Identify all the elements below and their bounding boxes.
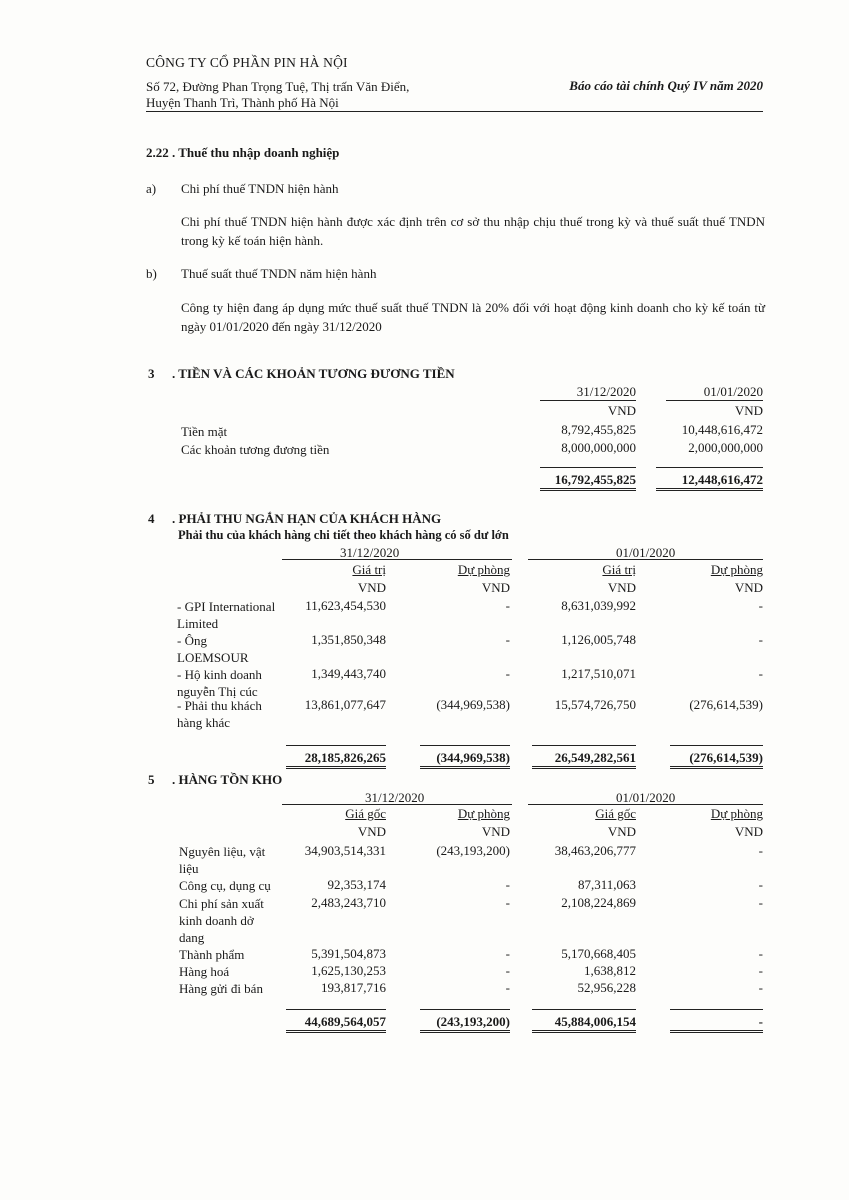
s5-unit-1: VND [357,824,386,839]
s5-total-d: - [758,1014,763,1029]
s4-row-1-c: 1,126,005,748 [561,632,636,647]
s5-row-2-b: - [505,895,510,910]
s3-total-1: 16,792,455,825 [554,472,636,487]
s5-total-b: (243,193,200) [436,1014,510,1029]
s4-total-double-d [670,766,763,769]
s5-total-double-d [670,1030,763,1033]
s5-h-prov-1: Dự phòng [457,806,510,821]
s3-col2-date: 01/01/2020 [703,384,763,399]
s4-total-double-b [420,766,510,769]
s5-h-prov-2: Dự phòng [710,806,763,821]
s3-col2-rule [666,400,763,401]
s4-total-a: 28,185,826,265 [304,750,386,765]
s5-total-double-c [532,1030,636,1033]
s4-h-prov-1: Dự phòng [457,562,510,577]
s3-col1-rule [540,400,636,401]
item-b-title: Thuế suất thuế TNDN năm hiện hành [181,266,377,281]
s4-total-double-c [532,766,636,769]
s4-total-rule-a [286,745,386,746]
s4-h-value-1: Giá trị [352,562,386,577]
section-4-number: 4 [148,511,155,526]
s4-row-1-a: 1,351,850,348 [311,632,386,647]
s5-total-double-b [420,1030,510,1033]
s4-date2-rule [528,559,763,560]
section-3-title: . TIỀN VÀ CÁC KHOẢN TƯƠNG ĐƯƠNG TIỀN [172,366,455,381]
s5-total-c: 45,884,006,154 [554,1014,636,1029]
s4-row-1-b: - [505,632,510,647]
s5-row-3-a: 5,391,504,873 [311,946,386,961]
address-line-1: Số 72, Đường Phan Trọng Tuệ, Thị trấn Văn Điển, [146,79,410,94]
s5-date1-rule [282,804,512,805]
s5-h-cost-1: Giá gốc [345,806,386,821]
s3-row-1-label: Các khoản tương đương tiền [181,442,330,457]
s5-row-5-c: 52,956,228 [577,980,636,995]
s4-row-2-c: 1,217,510,071 [561,666,636,681]
s5-row-1-b: - [505,877,510,892]
s5-date2-rule [528,804,763,805]
s4-row-0-label: - GPI International Limited [177,599,276,631]
s4-unit-1: VND [357,580,386,595]
s4-row-3-b: (344,969,538) [436,697,510,712]
s3-row-1-v1: 8,000,000,000 [561,440,636,455]
s4-row-3-label: - Phải thu khách hàng khác [177,698,262,730]
s4-row-3-d: (276,614,539) [689,697,763,712]
s4-total-rule-d [670,745,763,746]
item-b-text: Công ty hiện đang áp dụng mức thuế suất thuế TNDN là 20% đối với hoạt động kinh doanh cho kỳ kế toán từ ngày 01/01/2020 đến ngày 31/12/2020 [181,300,765,334]
s4-row-2-b: - [505,666,510,681]
company-name: CÔNG TY CỔ PHẦN PIN HÀ NỘI [146,55,348,70]
item-a-text: Chi phí thuế TNDN hiện hành được xác định trên cơ sở thu nhập chịu thuế trong kỳ và thuế suất thuế TNDN trong kỳ kế toán hiện hành. [181,214,765,248]
s3-total-double-1 [540,488,636,491]
s5-row-3-b: - [505,946,510,961]
section-2-22-title: 2.22 . Thuế thu nhập doanh nghiệp [146,145,340,160]
header-divider [146,111,763,112]
s5-total-rule-d [670,1009,763,1010]
s4-date1-rule [282,559,512,560]
s5-total-rule-a [286,1009,386,1010]
s5-total-rule-c [532,1009,636,1010]
s5-row-1-d: - [758,877,763,892]
s4-row-0-c: 8,631,039,992 [561,598,636,613]
section-3-number: 3 [148,366,155,381]
s4-total-rule-c [532,745,636,746]
s5-row-4-d: - [758,963,763,978]
s5-row-1-c: 87,311,063 [577,877,636,892]
report-title: Báo cáo tài chính Quý IV năm 2020 [569,78,763,93]
s4-unit-2: VND [481,580,510,595]
s5-row-1-a: 92,353,174 [327,877,386,892]
s4-total-c: 26,549,282,561 [554,750,636,765]
section-5-title: . HÀNG TỒN KHO [172,772,283,787]
s4-unit-4: VND [734,580,763,595]
s5-unit-3: VND [607,824,636,839]
s5-total-a: 44,689,564,057 [304,1014,386,1029]
s4-h-value-2: Giá trị [602,562,636,577]
s3-total-double-2 [656,488,763,491]
s4-date-2: 01/01/2020 [616,545,676,560]
s3-col1-date: 31/12/2020 [576,384,636,399]
s4-date-1: 31/12/2020 [340,545,400,560]
s4-row-3-c: 15,574,726,750 [554,697,636,712]
s3-row-0-v1: 8,792,455,825 [561,422,636,437]
item-a-label: a) [146,181,157,196]
s4-row-0-a: 11,623,454,530 [305,598,386,613]
section-4-title: . PHẢI THU NGẮN HẠN CỦA KHÁCH HÀNG [172,511,442,526]
s5-row-4-a: 1,625,130,253 [311,963,386,978]
s5-row-5-label: Hàng gửi đi bán [179,981,263,996]
s4-total-rule-b [420,745,510,746]
s4-h-prov-2: Dự phòng [710,562,763,577]
s5-row-5-b: - [505,980,510,995]
s4-row-2-d: - [758,666,763,681]
s5-row-2-label: Chi phí sản xuất kinh doanh dở dang [179,896,264,945]
s3-col2-unit: VND [734,403,763,418]
s5-row-4-label: Hàng hoá [179,964,230,979]
item-b-label: b) [146,266,157,281]
s5-row-4-c: 1,638,812 [584,963,636,978]
s5-row-0-a: 34,903,514,331 [304,843,386,858]
s4-row-1-label: - Ông LOEMSOUR [177,633,249,665]
s3-row-0-v2: 10,448,616,472 [681,422,763,437]
s5-unit-2: VND [481,824,510,839]
s4-row-2-a: 1,349,443,740 [311,666,386,681]
s4-row-0-b: - [505,598,510,613]
section-4-subtitle: Phải thu của khách hàng chi tiết theo khách hàng có số dư lớn [178,528,509,542]
s5-row-1-label: Công cụ, dụng cụ [179,878,271,893]
s5-row-3-label: Thành phẩm [179,947,245,962]
s3-col1-unit: VND [607,403,636,418]
s4-row-3-a: 13,861,077,647 [304,697,386,712]
s5-total-double-a [286,1030,386,1033]
s4-total-d: (276,614,539) [689,750,763,765]
s5-row-2-d: - [758,895,763,910]
s4-row-2-label: - Hộ kinh doanh nguyễn Thị cúc [177,667,262,699]
s5-row-0-d: - [758,843,763,858]
s5-row-4-b: - [505,963,510,978]
s4-unit-3: VND [607,580,636,595]
s3-total-2: 12,448,616,472 [681,472,763,487]
s5-h-cost-2: Giá gốc [595,806,636,821]
s5-row-0-b: (243,193,200) [436,843,510,858]
s5-row-2-a: 2,483,243,710 [311,895,386,910]
s4-total-b: (344,969,538) [436,750,510,765]
s5-date-2: 01/01/2020 [616,790,676,805]
s5-row-0-c: 38,463,206,777 [554,843,636,858]
s3-row-1-v2: 2,000,000,000 [688,440,763,455]
s3-total-rule-1 [540,467,636,468]
s4-row-0-d: - [758,598,763,613]
s4-total-double-a [286,766,386,769]
s3-row-0-label: Tiền mặt [181,424,228,439]
s5-row-3-c: 5,170,668,405 [561,946,636,961]
s4-row-1-d: - [758,632,763,647]
s5-row-3-d: - [758,946,763,961]
s3-total-rule-2 [656,467,763,468]
s5-row-2-c: 2,108,224,869 [561,895,636,910]
s5-row-5-a: 193,817,716 [321,980,386,995]
section-5-number: 5 [148,772,155,787]
item-a-title: Chi phí thuế TNDN hiện hành [181,181,339,196]
s5-row-5-d: - [758,980,763,995]
s5-row-0-label: Nguyên liệu, vật liệu [179,844,266,876]
s5-unit-4: VND [734,824,763,839]
s5-date-1: 31/12/2020 [365,790,425,805]
address-line-2: Huyện Thanh Trì, Thành phố Hà Nội [146,95,339,110]
s5-total-rule-b [420,1009,510,1010]
